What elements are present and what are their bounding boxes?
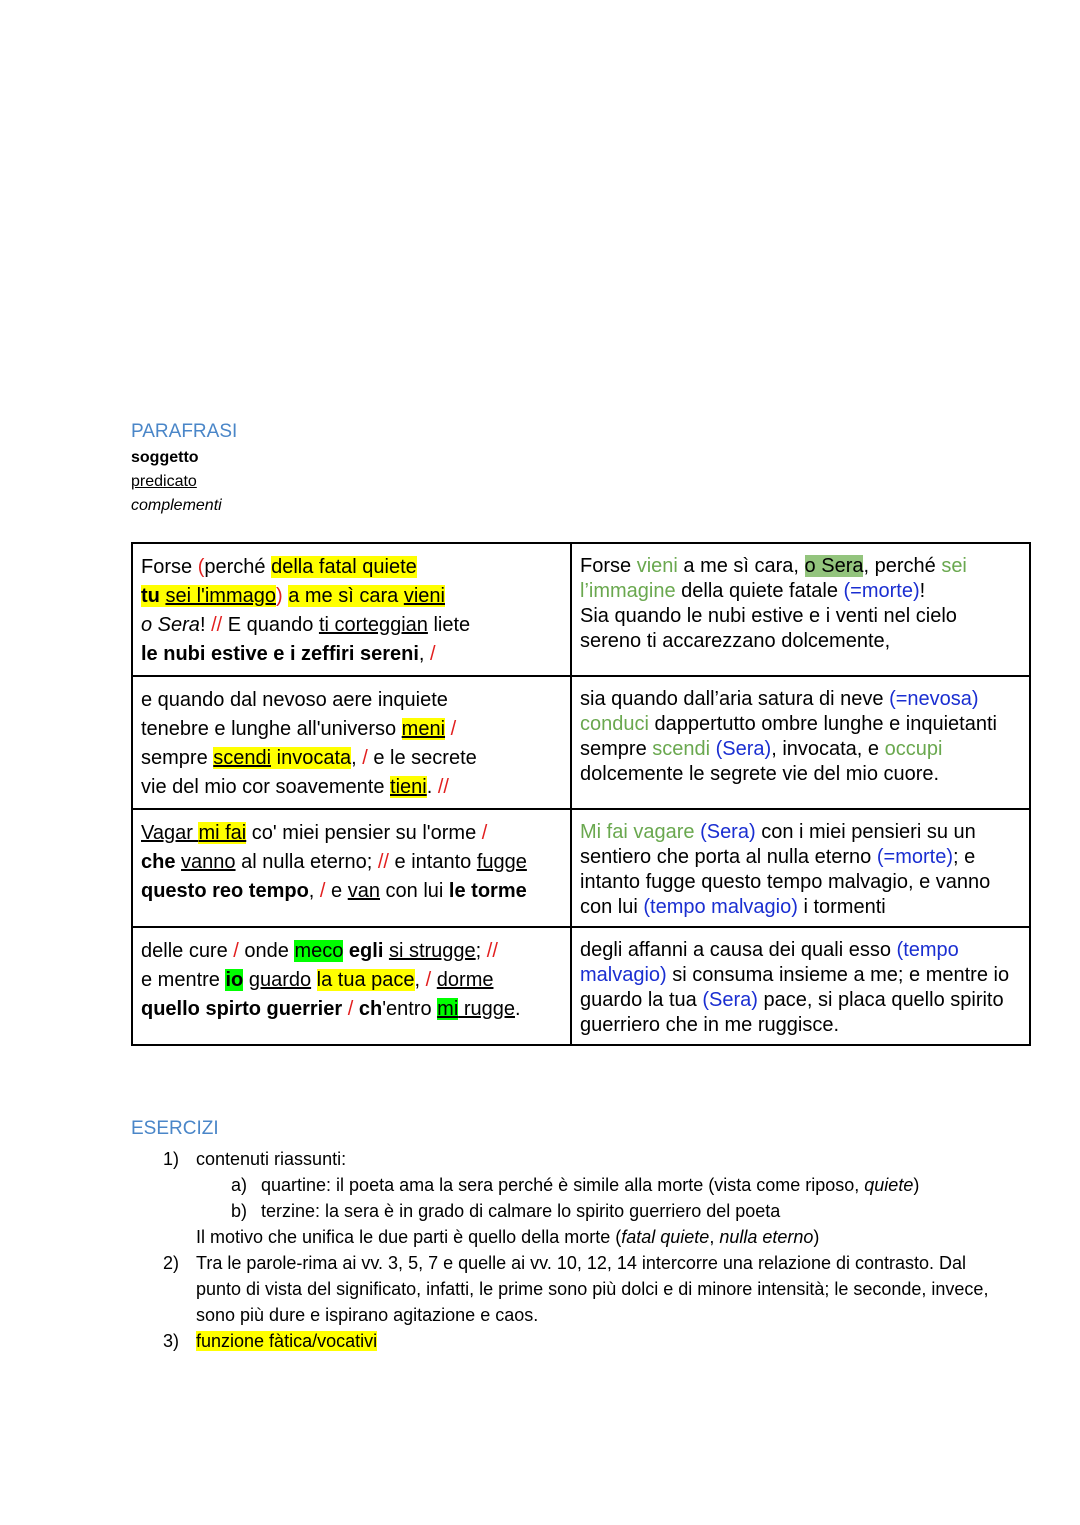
heading-parafrasi: PARAFRASI: [131, 421, 238, 442]
verse-line: tu sei l'immago) a me sì cara vieni: [141, 585, 445, 607]
legend-predicato: predicato: [131, 473, 197, 490]
paraphrase-cell: Mi fai vagare (Sera) con i miei pensieri su un sentiero che porta al nulla eterno (=morte); e intanto fugge questo tempo malvagio, e vanno con lui (tempo malvagio) i tormenti: [571, 809, 1030, 927]
table-row: [132, 676, 1030, 809]
verse-line: sempre scendi invocata, / e le secrete: [141, 747, 477, 769]
list-item: b) terzine: la sera è in grado di calmare lo spirito guerriero del poeta: [231, 1201, 781, 1221]
original-text-cell: [132, 676, 571, 809]
table-row: [132, 927, 1030, 1045]
paraphrase-cell: sia quando dall’aria satura di neve (=nevosa) conduci dappertutto ombre lunghe e inquietanti sempre scendi (Sera), invocata, e occupi dolcemente le segrete vie del mio cuore.: [571, 676, 1030, 809]
list-item: 2) Tra le parole-rima ai vv. 3, 5, 7 e quelle ai vv. 10, 12, 14 intercorre una relazione di contrasto. Dal punto di vista del significato, infatti, le prime sono più dolci e di minore intensità; le seconde, invece, sono più dure e ispirano agitazione e caos.: [163, 1253, 989, 1325]
verse-line: o Sera! // E quando ti corteggian liete: [141, 614, 471, 636]
verse-line: che vanno al nulla eterno; // e intanto fugge: [141, 851, 527, 873]
list-item: 1) contenuti riassunti:: [163, 1149, 347, 1169]
legend-soggetto: soggetto: [131, 449, 199, 466]
paraphrase-cell: degli affanni a causa dei quali esso (tempo malvagio) si consuma insieme a me; e mentre io guardo la tua (Sera) pace, si placa quello spirito guerriero che in me ruggisce.: [571, 927, 1030, 1045]
legend-complementi: complementi: [131, 497, 222, 514]
list-item: 3) funzione fàtica/vocativi: [163, 1331, 378, 1351]
table-row: [132, 543, 1030, 676]
verse-line: le nubi estive e i zeffiri sereni, /: [141, 643, 436, 665]
legend: [131, 446, 222, 518]
heading-esercizi: ESERCIZI: [131, 1118, 219, 1139]
paraphrase-cell: Forse vieni a me sì cara, o Sera, perché sei l’immagine della quiete fatale (=morte)! Sia quando le nubi estive e i venti nel cielo sereno ti accarezzano dolcemente,: [571, 543, 1030, 676]
original-text-cell: [132, 927, 571, 1045]
verse-line: e quando dal nevoso aere inquiete: [141, 689, 448, 711]
original-text-cell: [132, 543, 571, 676]
motivo-text: Il motivo che unifica le due parti è quello della morte (fatal quiete, nulla eterno): [196, 1227, 820, 1247]
verse-line: Vagar mi fai co' miei pensier su l'orme /: [141, 822, 488, 844]
verse-line: quello spirto guerrier / ch'entro mi rugge.: [141, 998, 521, 1020]
verse-line: questo reo tempo, / e van con lui le torme: [141, 880, 527, 902]
verse-line: e mentre io guardo la tua pace, / dorme: [141, 969, 494, 991]
verse-line: tenebre e lunghe all'universo meni /: [141, 718, 457, 740]
parafrasi-table: [131, 542, 1031, 1046]
original-text-cell: [132, 809, 571, 927]
esercizi-list: [131, 1146, 991, 1354]
list-item: a) quartine: il poeta ama la sera perché è simile alla morte (vista come riposo, quiete): [231, 1175, 920, 1195]
verse-line: Forse (perché della fatal quiete: [141, 556, 417, 578]
verse-line: delle cure / onde meco egli si strugge; //: [141, 940, 498, 962]
table-row: [132, 809, 1030, 927]
verse-line: vie del mio cor soavemente tieni. //: [141, 776, 449, 798]
